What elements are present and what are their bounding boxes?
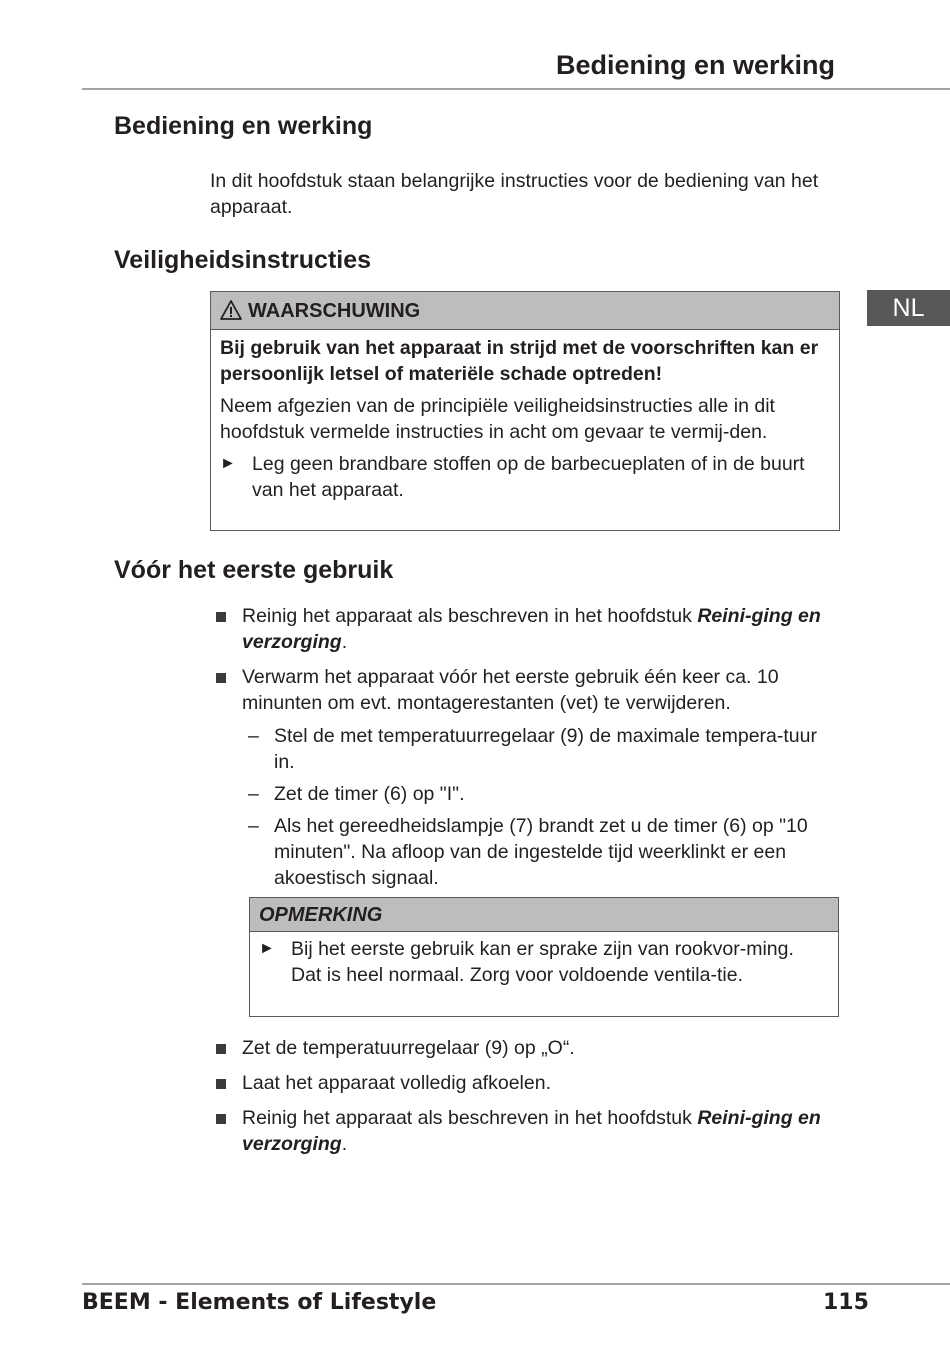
warning-triangle-icon [220, 300, 242, 320]
list-item-text: Verwarm het apparaat vóór het eerste gebruik één keer ca. 10 minunten om evt. montagerestanten (vet) te verwijderen. [242, 666, 779, 714]
chapter-reference: Reini-ging en verzorging [242, 1107, 821, 1155]
off-symbol-icon: O [547, 1037, 563, 1059]
list-item-end: . [341, 631, 348, 653]
chapter-reference: Reini-ging en verzorging [242, 605, 821, 653]
list-item-end: . [341, 1133, 348, 1155]
note-box [249, 897, 839, 1017]
list-item [213, 1105, 833, 1157]
sub-list-item-text: Zet de timer (6) op "I". [274, 783, 465, 805]
footer-brand: BEEM - Elements of Lifestyle [82, 1290, 437, 1315]
list-item-text: Zet de temperatuurregelaar (9) op „ [242, 1037, 548, 1059]
note-item-text: Bij het eerste gebruik kan er sprake zijn van rookvor-ming. Dat is heel normaal. Zorg voor voldoende ventila-tie. [291, 938, 794, 986]
header-divider [82, 88, 950, 90]
section-heading-bediening: Bediening en werking [114, 112, 373, 140]
running-header-title: Bediening en werking [555, 50, 835, 80]
warning-header [211, 292, 839, 330]
warning-action-item [220, 451, 830, 503]
list-item-text: Reinig het apparaat als beschreven in het hoofdstuk [242, 605, 698, 627]
warning-text: Neem afgezien van de principiële veiligheidsinstructies alle in dit hoofdstuk vermelde instructies in acht om gevaar te vermij-den. [220, 395, 775, 443]
warning-action-text: Leg geen brandbare stoffen op de barbecueplaten of in de buurt van het apparaat. [252, 453, 805, 501]
list-item [213, 603, 833, 655]
sub-list-item-text: Als het gereedheidslampje (7) brandt zet u de timer (6) op "10 minuten". Na afloop van de ingestelde tijd weerklinkt er een akoestisch signaal. [274, 815, 808, 889]
warning-label: WAARSCHUWING [248, 300, 421, 322]
note-item [259, 936, 829, 988]
arrow-right-icon: ► [220, 455, 236, 472]
list-item [213, 664, 833, 716]
warning-bold-text: Bij gebruik van het apparaat in strijd met de voorschriften kan er persoonlijk letsel of materiële schade optreden! [220, 337, 819, 385]
list-item-text: Reinig het apparaat als beschreven in het hoofdstuk [242, 1107, 698, 1129]
square-bullet-icon [216, 673, 226, 683]
square-bullet-icon [216, 612, 226, 622]
square-bullet-icon [216, 1114, 226, 1124]
dash-bullet-icon: – [248, 725, 259, 747]
sub-list-item [248, 723, 838, 775]
dash-bullet-icon: – [248, 815, 259, 837]
list-item-end: “. [562, 1037, 575, 1059]
note-header: OPMERKING [250, 898, 838, 932]
list-item [213, 1035, 833, 1061]
warning-box [210, 291, 840, 531]
square-bullet-icon [216, 1044, 226, 1054]
square-bullet-icon [216, 1079, 226, 1089]
sub-list-item-text: Stel de met temperatuurregelaar (9) de maximale tempera-tuur in. [274, 725, 817, 773]
section-heading-veiligheid: Veiligheidsinstructies [114, 246, 372, 274]
arrow-right-icon: ► [259, 940, 275, 957]
list-item [213, 1070, 833, 1096]
intro-paragraph: In dit hoofdstuk staan belangrijke instructies voor de bediening van het apparaat. [210, 170, 819, 218]
footer-divider [82, 1283, 950, 1285]
language-tab: NL [867, 290, 950, 326]
sub-list-item [248, 813, 838, 891]
list-item-text: Laat het apparaat volledig afkoelen. [242, 1072, 551, 1094]
page-number: 115 [823, 1290, 869, 1315]
section-heading-eerste-gebruik: Vóór het eerste gebruik [114, 556, 394, 584]
sub-list-item [248, 781, 838, 807]
dash-bullet-icon: – [248, 783, 259, 805]
